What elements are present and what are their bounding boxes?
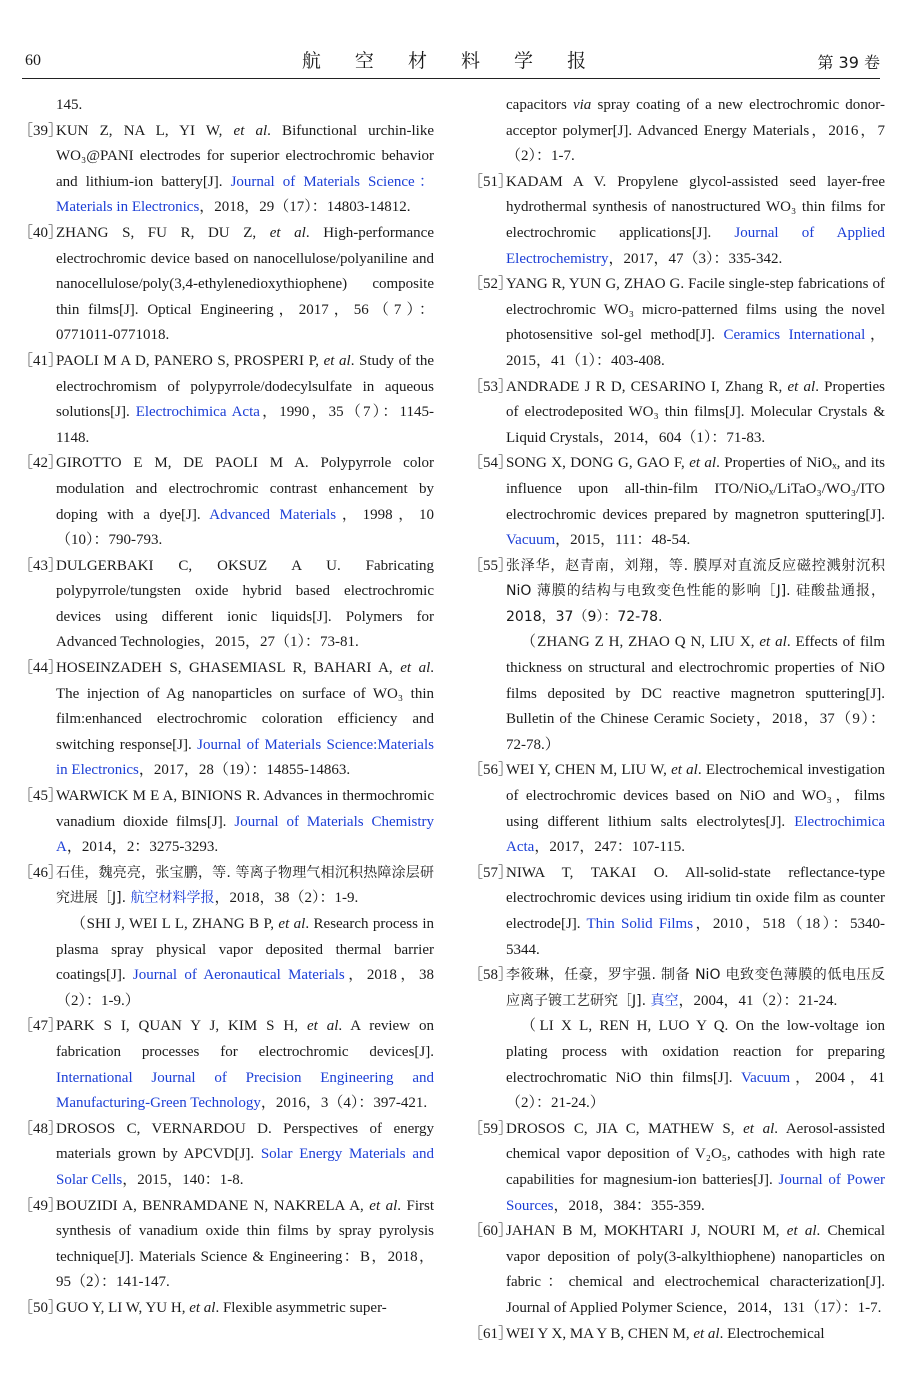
reference-number: ［54］ <box>468 455 514 472</box>
reference-number: ［39］ <box>18 122 64 139</box>
reference-55: ［55］ 张泽华，赵青南，刘翔，等. 膜厚对直流反应磁控溅射沉积 NiO 薄膜的结构与电致变色性能的影响［J]. 硅酸盐通报，2018，37（9）：72-78. （ZHANG Z H, ZHAO Q N, LIU X, et al. Effects of film thickness on structural and electrochromic properties of NiO films deposited by DC reactive magnetron sputtering[J]. Bulletin of the Chinese Ceramic Society，2018，37（9）：72-78.） <box>468 554 885 759</box>
journal-link[interactable]: International Journal of Precision Engineering and Manufacturing-Green Technology <box>56 1069 434 1112</box>
journal-link[interactable]: Journal of Materials Chemistry A <box>56 813 435 856</box>
reference-number: ［49］ <box>18 1197 64 1214</box>
reference-number: ［42］ <box>18 455 64 472</box>
reference-number: ［40］ <box>18 224 64 241</box>
reference-50: ［50］ GUO Y, LI W, YU H, et al. Flexible asymmetric super- <box>18 1296 434 1322</box>
english-translation: （LI X L, REN H, LUO Y Q. On the low-voltage ion plating process with oxidation reaction for preparing electrochromatic NiO thin films[J]. Vacuum，2004，41（2）：21-24.） <box>506 1018 885 1112</box>
reference-39: ［39］ KUN Z, NA L, YI W, et al. Bifunctional urchin-like WO₃@PANI electrodes for superior electrochromic behavior and lithium-ion battery[J]. Journal of Materials Science：Materials in Electronics，2018，29（17）：14803-14812. <box>18 119 434 221</box>
reference-number: ［46］ <box>18 864 64 881</box>
reference-60: ［60］ JAHAN B M, MOKHTARI J, NOURI M, et al. Chemical vapor deposition of poly(3-alkylthiophene) nanoparticles on fabric：chemical and electrochemical characterization[J]. Journal of Applied Polymer Science，2014，131（17）：1-7. <box>468 1219 885 1321</box>
reference-59: ［59］ DROSOS C, JIA C, MATHEW S, et al. Aerosol-assisted chemical vapor deposition of V₂O₅, cathodes with high rate capabilities for magnesium-ion batteries[J]. Journal of Power Sources，2018，384：355-359. <box>468 1117 885 1219</box>
journal-link[interactable]: Ceramics International <box>723 327 866 344</box>
reference-42: ［42］ GIROTTO E M, DE PAOLI M A. Polypyrrole color modulation and electrochromic contrast enhancement by doping with a dye[J]. Advanced Materials，1998，10（10）：790-793. <box>18 451 434 553</box>
right-column <box>468 93 885 1347</box>
journal-link[interactable]: Vacuum <box>740 1069 791 1086</box>
reference-54: ［54］ SONG X, DONG G, GAO F, et al. Properties of NiOₓ, and its influence upon all-thin-film ITO/NiOₓ/LiTaO₃/WO₃/ITO electrochromic devices prepared by magnetron sputtering[J]. Vacuum，2015，111：48-54. <box>468 451 885 553</box>
header-rule <box>22 78 880 79</box>
english-translation: （ZHANG Z H, ZHAO Q N, LIU X, et al. Effects of film thickness on structural and electrochromic properties of NiO films deposited by DC reactive magnetron sputtering[J]. Bulletin of the Chinese Ceramic Society，2018，37（9）：72-78.） <box>506 634 886 753</box>
journal-link[interactable]: Journal of Materials Science:Materials in Electronics <box>56 736 434 779</box>
reference-number: ［53］ <box>468 378 514 395</box>
journal-link[interactable]: Advanced Materials <box>209 506 337 523</box>
reference-40: ［40］ ZHANG S, FU R, DU Z, et al. High-performance electrochromic device based on nanocellulose/polyaniline and nanocellulose/poly(3,4-ethylenedioxythiophene) composite thin films[J]. Optical Engineering，2017，56（7）：0771011-0771018. <box>18 221 434 349</box>
reference-number: ［59］ <box>468 1120 514 1137</box>
journal-link[interactable]: 真空 <box>650 992 679 1009</box>
reference-number: ［56］ <box>468 762 514 779</box>
reference-number: ［45］ <box>18 788 64 805</box>
journal-link[interactable]: Journal of Applied Electrochemistry <box>506 224 885 267</box>
reference-58: ［58］ 李筱琳，任豪，罗宇强. 制备 NiO 电致变色薄膜的低电压反应离子镀工艺研究［J]. 真空，2004，41（2）：21-24. （LI X L, REN H, LUO Y Q. On the low-voltage ion plating process with oxidation reaction for preparing electrochromatic NiO thin films[J]. Vacuum，2004，41（2）：21-24.） <box>468 963 885 1117</box>
reference-number: ［43］ <box>18 557 64 574</box>
reference-48: ［48］ DROSOS C, VERNARDOU D. Perspectives of energy materials grown by APCVD[J]. Solar Energy Materials and Solar Cells，2015，140：1-8. <box>18 1117 434 1194</box>
reference-number: ［61］ <box>468 1325 514 1342</box>
reference-number: ［58］ <box>468 967 514 984</box>
reference-45: ［45］ WARWICK M E A, BINIONS R. Advances in thermochromic vanadium dioxide films[J]. Journal of Materials Chemistry A，2014，2：3275-3293. <box>18 784 434 861</box>
reference-49: ［49］ BOUZIDI A, BENRAMDANE N, NAKRELA A, et al. First synthesis of vanadium oxide thin films by spray pyrolysis technique[J]. Materials Science & Engineering：B，2018，95（2）：141-147. <box>18 1194 434 1296</box>
reference-52: ［52］ YANG R, YUN G, ZHAO G. Facile single-step fabrications of electrochromic WO₃ micro-patterned films using the novel photosensitive sol-gel method[J]. Ceramics International，2015，41（1）：403-408. <box>468 272 885 374</box>
reference-number: ［51］ <box>468 173 514 190</box>
journal-link[interactable]: Thin Solid Films <box>586 916 694 932</box>
reference-53: ［53］ ANDRADE J R D, CESARINO I, Zhang R, et al. Properties of electrodeposited WO₃ thin films[J]. Molecular Crystals & Liquid Crystals，2014，604（1）：71-83. <box>468 375 885 452</box>
reference-43: ［43］ DULGERBAKI C, OKSUZ A U. Fabricating polypyrrole/tungsten oxide hybrid based electrochromic devices using different ionic liquids[J]. Polymers for Advanced Technologies，2015，27（1）：73-81. <box>18 554 434 656</box>
reference-number: ［44］ <box>18 660 64 677</box>
journal-link[interactable]: Journal of Materials Science：Materials in Electronics <box>56 173 434 216</box>
reference-number: ［41］ <box>18 352 64 369</box>
reference-46: ［46］ 石佳，魏亮亮，张宝鹏，等. 等离子物理气相沉积热障涂层研究进展［J]. 航空材料学报，2018，38（2）：1-9. （SHI J, WEI L L, ZHANG B P, et al. Research process in plasma spray physical vapor deposited thermal barrier coatings[J]. Journal of Aeronautical Materials，2018，38（2）：1-9.） <box>18 861 434 1015</box>
continued-reference: capacitors via spray coating of a new electrochromic donor-acceptor polymer[J]. Advanced Energy Materials，2016，7（2）：1-7. <box>506 97 885 165</box>
reference-44: ［44］ HOSEINZADEH S, GHASEMIASL R, BAHARI A, et al. The injection of Ag nanoparticles on surface of WO₃ thin film:enhanced electrochromic coloration efficiency and switching response[J]. Journal of Materials Science:Materials in Electronics，2017，28（19）：14855-14863. <box>18 656 434 784</box>
reference-number: ［47］ <box>18 1018 64 1035</box>
reference-number: ［60］ <box>468 1223 514 1240</box>
journal-link[interactable]: 航空材料学报 <box>130 890 215 907</box>
journal-link[interactable]: Electrochimica Acta <box>135 404 260 421</box>
continued-reference: 145. <box>56 97 83 113</box>
reference-47: ［47］ PARK S I, QUAN Y J, KIM S H, et al. A review on fabrication processes for electrochromic devices[J]. International Journal of Precision Engineering and Manufacturing-Green Technology，2016，3（4）：397-421. <box>18 1014 434 1116</box>
journal-link[interactable]: Journal of Aeronautical Materials <box>132 967 345 984</box>
left-column <box>18 93 434 1322</box>
reference-number: ［50］ <box>18 1299 64 1316</box>
journal-link[interactable]: Vacuum <box>506 532 556 549</box>
reference-61: ［61］ WEI Y X, MA Y B, CHEN M, et al. Electrochemical <box>468 1322 885 1348</box>
page-number: 60 <box>25 52 41 69</box>
reference-51: ［51］ KADAM A V. Propylene glycol-assisted seed layer-free hydrothermal synthesis of nanostructured WO₃ thin films for electrochromic applications[J]. Journal of Applied Electrochemistry，2017，47（3）：335-342. <box>468 170 885 272</box>
journal-link[interactable]: Electrochimica Acta <box>506 813 885 856</box>
reference-number: ［57］ <box>468 864 514 881</box>
page-header <box>0 0 902 78</box>
reference-41: ［41］ PAOLI M A D, PANERO S, PROSPERI P, et al. Study of the electrochromism of polypyrrole/dodecylsulfate in aqueous solutions[J]. Electrochimica Acta，1990，35（7）：1145-1148. <box>18 349 434 451</box>
reference-57: ［57］ NIWA T, TAKAI O. All-solid-state reflectance-type electrochromic devices using iridium tin oxide film as counter electrode[J]. Thin Solid Films，2010，518（18）：5340-5344. <box>468 861 885 963</box>
reference-number: ［48］ <box>18 1120 64 1137</box>
reference-56: ［56］ WEI Y, CHEN M, LIU W, et al. Electrochemical investigation of electrochromic devices based on NiO and WO₃，films using different lithium salts electrolytes[J]. Electrochimica Acta，2017，247：107-115. <box>468 758 885 860</box>
reference-number: ［52］ <box>468 276 514 293</box>
reference-number: ［55］ <box>468 557 514 574</box>
english-translation: （SHI J, WEI L L, ZHANG B P, et al. Research process in plasma spray physical vapor deposited thermal barrier coatings[J]. Journal of Aeronautical Materials，2018，38（2）：1-9.） <box>56 916 435 1009</box>
journal-link[interactable]: Journal of Power Sources <box>506 1171 886 1214</box>
journal-link[interactable]: Solar Energy Materials and Solar Cells <box>56 1146 434 1188</box>
volume-label: 第 39 卷 <box>817 53 880 72</box>
journal-title: 航 空 材 料 学 报 <box>301 50 601 72</box>
